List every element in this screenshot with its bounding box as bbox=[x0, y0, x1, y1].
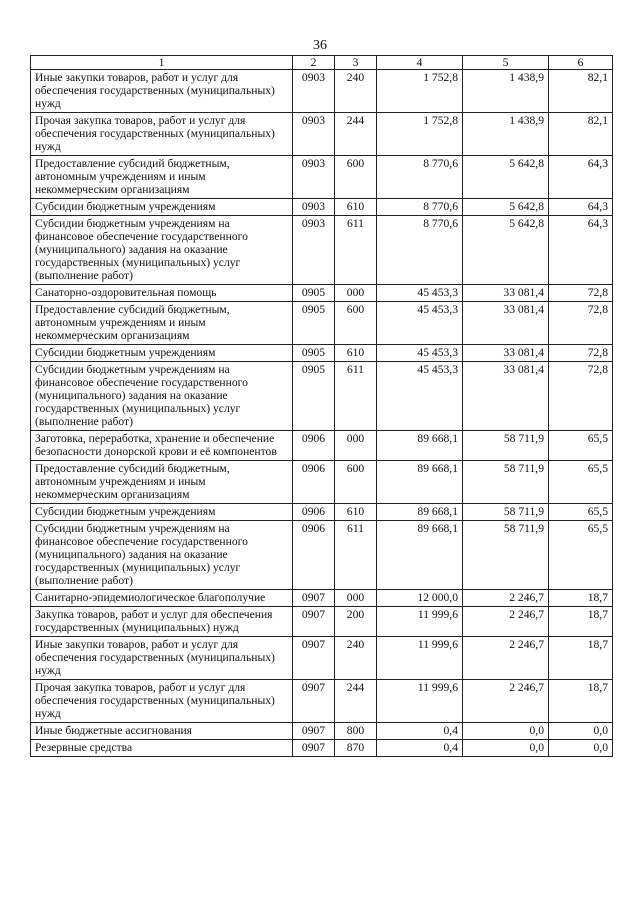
row-section-cell: 0905 bbox=[293, 285, 335, 302]
row-type-cell: 000 bbox=[335, 431, 377, 461]
row-type-cell: 600 bbox=[335, 156, 377, 199]
row-name-cell: Иные бюджетные ассигнования bbox=[31, 723, 293, 740]
row-name-cell: Предоставление субсидий бюджетным, автономным учреждениям и иным некоммерческим организациям bbox=[31, 461, 293, 504]
row-plan-cell: 8 770,6 bbox=[377, 199, 463, 216]
row-type-cell: 610 bbox=[335, 504, 377, 521]
row-fact-cell: 5 642,8 bbox=[463, 156, 549, 199]
row-plan-cell: 45 453,3 bbox=[377, 285, 463, 302]
row-type-cell: 611 bbox=[335, 521, 377, 590]
table-row bbox=[31, 637, 613, 680]
table-row bbox=[31, 70, 613, 113]
row-percent-cell: 64,3 bbox=[549, 199, 613, 216]
row-name-cell: Субсидии бюджетным учреждениям bbox=[31, 345, 293, 362]
row-section-cell: 0903 bbox=[293, 70, 335, 113]
row-fact-cell: 33 081,4 bbox=[463, 302, 549, 345]
row-percent-cell: 18,7 bbox=[549, 590, 613, 607]
row-plan-cell: 8 770,6 bbox=[377, 156, 463, 199]
row-plan-cell: 0,4 bbox=[377, 723, 463, 740]
row-plan-cell: 11 999,6 bbox=[377, 680, 463, 723]
row-type-cell: 000 bbox=[335, 590, 377, 607]
column-header: 3 bbox=[335, 56, 377, 70]
budget-table bbox=[30, 55, 613, 757]
table-row bbox=[31, 113, 613, 156]
row-plan-cell: 12 000,0 bbox=[377, 590, 463, 607]
table-row bbox=[31, 504, 613, 521]
row-section-cell: 0903 bbox=[293, 156, 335, 199]
row-percent-cell: 82,1 bbox=[549, 70, 613, 113]
row-fact-cell: 58 711,9 bbox=[463, 504, 549, 521]
row-name-cell: Предоставление субсидий бюджетным, автономным учреждениям и иным некоммерческим организациям bbox=[31, 156, 293, 199]
row-plan-cell: 11 999,6 bbox=[377, 637, 463, 680]
row-percent-cell: 82,1 bbox=[549, 113, 613, 156]
row-percent-cell: 65,5 bbox=[549, 504, 613, 521]
column-header: 4 bbox=[377, 56, 463, 70]
table-row bbox=[31, 362, 613, 431]
row-percent-cell: 64,3 bbox=[549, 216, 613, 285]
row-plan-cell: 45 453,3 bbox=[377, 362, 463, 431]
row-fact-cell: 5 642,8 bbox=[463, 216, 549, 285]
row-name-cell: Иные закупки товаров, работ и услуг для обеспечения государственных (муниципальных) нужд bbox=[31, 637, 293, 680]
row-plan-cell: 1 752,8 bbox=[377, 70, 463, 113]
row-plan-cell: 45 453,3 bbox=[377, 345, 463, 362]
row-type-cell: 244 bbox=[335, 680, 377, 723]
row-plan-cell: 89 668,1 bbox=[377, 431, 463, 461]
row-percent-cell: 72,8 bbox=[549, 285, 613, 302]
row-fact-cell: 1 438,9 bbox=[463, 113, 549, 156]
row-name-cell: Субсидии бюджетным учреждениям на финансовое обеспечение государственного (муниципального) задания на оказание государственных (муниципальных) услуг (выполнение работ) bbox=[31, 362, 293, 431]
row-type-cell: 870 bbox=[335, 740, 377, 757]
table-row bbox=[31, 680, 613, 723]
row-section-cell: 0907 bbox=[293, 680, 335, 723]
row-section-cell: 0907 bbox=[293, 637, 335, 680]
row-name-cell: Санитарно-эпидемиологическое благополучие bbox=[31, 590, 293, 607]
table-row bbox=[31, 199, 613, 216]
row-fact-cell: 0,0 bbox=[463, 740, 549, 757]
row-section-cell: 0903 bbox=[293, 199, 335, 216]
row-percent-cell: 65,5 bbox=[549, 431, 613, 461]
row-name-cell: Субсидии бюджетным учреждениям на финансовое обеспечение государственного (муниципального) задания на оказание государственных (муниципальных) услуг (выполнение работ) bbox=[31, 521, 293, 590]
row-percent-cell: 72,8 bbox=[549, 302, 613, 345]
row-plan-cell: 89 668,1 bbox=[377, 504, 463, 521]
row-plan-cell: 45 453,3 bbox=[377, 302, 463, 345]
table-row bbox=[31, 285, 613, 302]
table-row bbox=[31, 521, 613, 590]
row-plan-cell: 89 668,1 bbox=[377, 521, 463, 590]
row-plan-cell: 0,4 bbox=[377, 740, 463, 757]
row-type-cell: 600 bbox=[335, 461, 377, 504]
row-fact-cell: 58 711,9 bbox=[463, 461, 549, 504]
row-type-cell: 240 bbox=[335, 637, 377, 680]
table-row bbox=[31, 431, 613, 461]
table-row bbox=[31, 302, 613, 345]
table-row bbox=[31, 607, 613, 637]
row-type-cell: 611 bbox=[335, 362, 377, 431]
row-type-cell: 610 bbox=[335, 345, 377, 362]
row-fact-cell: 58 711,9 bbox=[463, 521, 549, 590]
row-percent-cell: 0,0 bbox=[549, 740, 613, 757]
row-section-cell: 0903 bbox=[293, 113, 335, 156]
table-header-row bbox=[31, 56, 613, 70]
table-row bbox=[31, 216, 613, 285]
column-header: 6 bbox=[549, 56, 613, 70]
row-section-cell: 0906 bbox=[293, 521, 335, 590]
column-header: 1 bbox=[31, 56, 293, 70]
row-percent-cell: 72,8 bbox=[549, 362, 613, 431]
row-fact-cell: 33 081,4 bbox=[463, 362, 549, 431]
table-row bbox=[31, 156, 613, 199]
row-type-cell: 244 bbox=[335, 113, 377, 156]
row-section-cell: 0907 bbox=[293, 723, 335, 740]
row-fact-cell: 1 438,9 bbox=[463, 70, 549, 113]
row-fact-cell: 58 711,9 bbox=[463, 431, 549, 461]
row-type-cell: 600 bbox=[335, 302, 377, 345]
row-percent-cell: 64,3 bbox=[549, 156, 613, 199]
row-percent-cell: 18,7 bbox=[549, 637, 613, 680]
row-name-cell: Предоставление субсидий бюджетным, автономным учреждениям и иным некоммерческим организациям bbox=[31, 302, 293, 345]
row-plan-cell: 1 752,8 bbox=[377, 113, 463, 156]
row-section-cell: 0905 bbox=[293, 345, 335, 362]
row-type-cell: 240 bbox=[335, 70, 377, 113]
row-section-cell: 0906 bbox=[293, 461, 335, 504]
row-plan-cell: 8 770,6 bbox=[377, 216, 463, 285]
table-row bbox=[31, 461, 613, 504]
row-percent-cell: 72,8 bbox=[549, 345, 613, 362]
row-section-cell: 0907 bbox=[293, 590, 335, 607]
row-section-cell: 0906 bbox=[293, 504, 335, 521]
row-section-cell: 0905 bbox=[293, 362, 335, 431]
row-type-cell: 000 bbox=[335, 285, 377, 302]
row-fact-cell: 2 246,7 bbox=[463, 637, 549, 680]
row-percent-cell: 18,7 bbox=[549, 680, 613, 723]
row-name-cell: Субсидии бюджетным учреждениям bbox=[31, 199, 293, 216]
page-number: 36 bbox=[313, 38, 327, 53]
row-name-cell: Прочая закупка товаров, работ и услуг для обеспечения государственных (муниципальных) нужд bbox=[31, 113, 293, 156]
row-type-cell: 610 bbox=[335, 199, 377, 216]
row-section-cell: 0907 bbox=[293, 607, 335, 637]
table-row bbox=[31, 740, 613, 757]
row-fact-cell: 33 081,4 bbox=[463, 285, 549, 302]
row-section-cell: 0905 bbox=[293, 302, 335, 345]
row-fact-cell: 2 246,7 bbox=[463, 680, 549, 723]
row-plan-cell: 89 668,1 bbox=[377, 461, 463, 504]
row-fact-cell: 2 246,7 bbox=[463, 590, 549, 607]
row-fact-cell: 2 246,7 bbox=[463, 607, 549, 637]
row-fact-cell: 5 642,8 bbox=[463, 199, 549, 216]
table-row bbox=[31, 345, 613, 362]
row-name-cell: Заготовка, переработка, хранение и обеспечение безопасности донорской крови и её компонентов bbox=[31, 431, 293, 461]
row-percent-cell: 65,5 bbox=[549, 461, 613, 504]
row-fact-cell: 33 081,4 bbox=[463, 345, 549, 362]
row-fact-cell: 0,0 bbox=[463, 723, 549, 740]
row-plan-cell: 11 999,6 bbox=[377, 607, 463, 637]
row-section-cell: 0906 bbox=[293, 431, 335, 461]
row-type-cell: 200 bbox=[335, 607, 377, 637]
row-type-cell: 611 bbox=[335, 216, 377, 285]
row-name-cell: Иные закупки товаров, работ и услуг для обеспечения государственных (муниципальных) нужд bbox=[31, 70, 293, 113]
table-body bbox=[31, 70, 613, 757]
row-type-cell: 800 bbox=[335, 723, 377, 740]
table-row bbox=[31, 723, 613, 740]
row-name-cell: Санаторно-оздоровительная помощь bbox=[31, 285, 293, 302]
row-name-cell: Субсидии бюджетным учреждениям на финансовое обеспечение государственного (муниципального) задания на оказание государственных (муниципальных) услуг (выполнение работ) bbox=[31, 216, 293, 285]
row-name-cell: Резервные средства bbox=[31, 740, 293, 757]
row-name-cell: Субсидии бюджетным учреждениям bbox=[31, 504, 293, 521]
column-header: 5 bbox=[463, 56, 549, 70]
row-name-cell: Закупка товаров, работ и услуг для обеспечения государственных (муниципальных) нужд bbox=[31, 607, 293, 637]
row-section-cell: 0903 bbox=[293, 216, 335, 285]
table-row bbox=[31, 590, 613, 607]
row-percent-cell: 18,7 bbox=[549, 607, 613, 637]
column-header: 2 bbox=[293, 56, 335, 70]
row-percent-cell: 0,0 bbox=[549, 723, 613, 740]
row-section-cell: 0907 bbox=[293, 740, 335, 757]
row-name-cell: Прочая закупка товаров, работ и услуг для обеспечения государственных (муниципальных) нужд bbox=[31, 680, 293, 723]
row-percent-cell: 65,5 bbox=[549, 521, 613, 590]
